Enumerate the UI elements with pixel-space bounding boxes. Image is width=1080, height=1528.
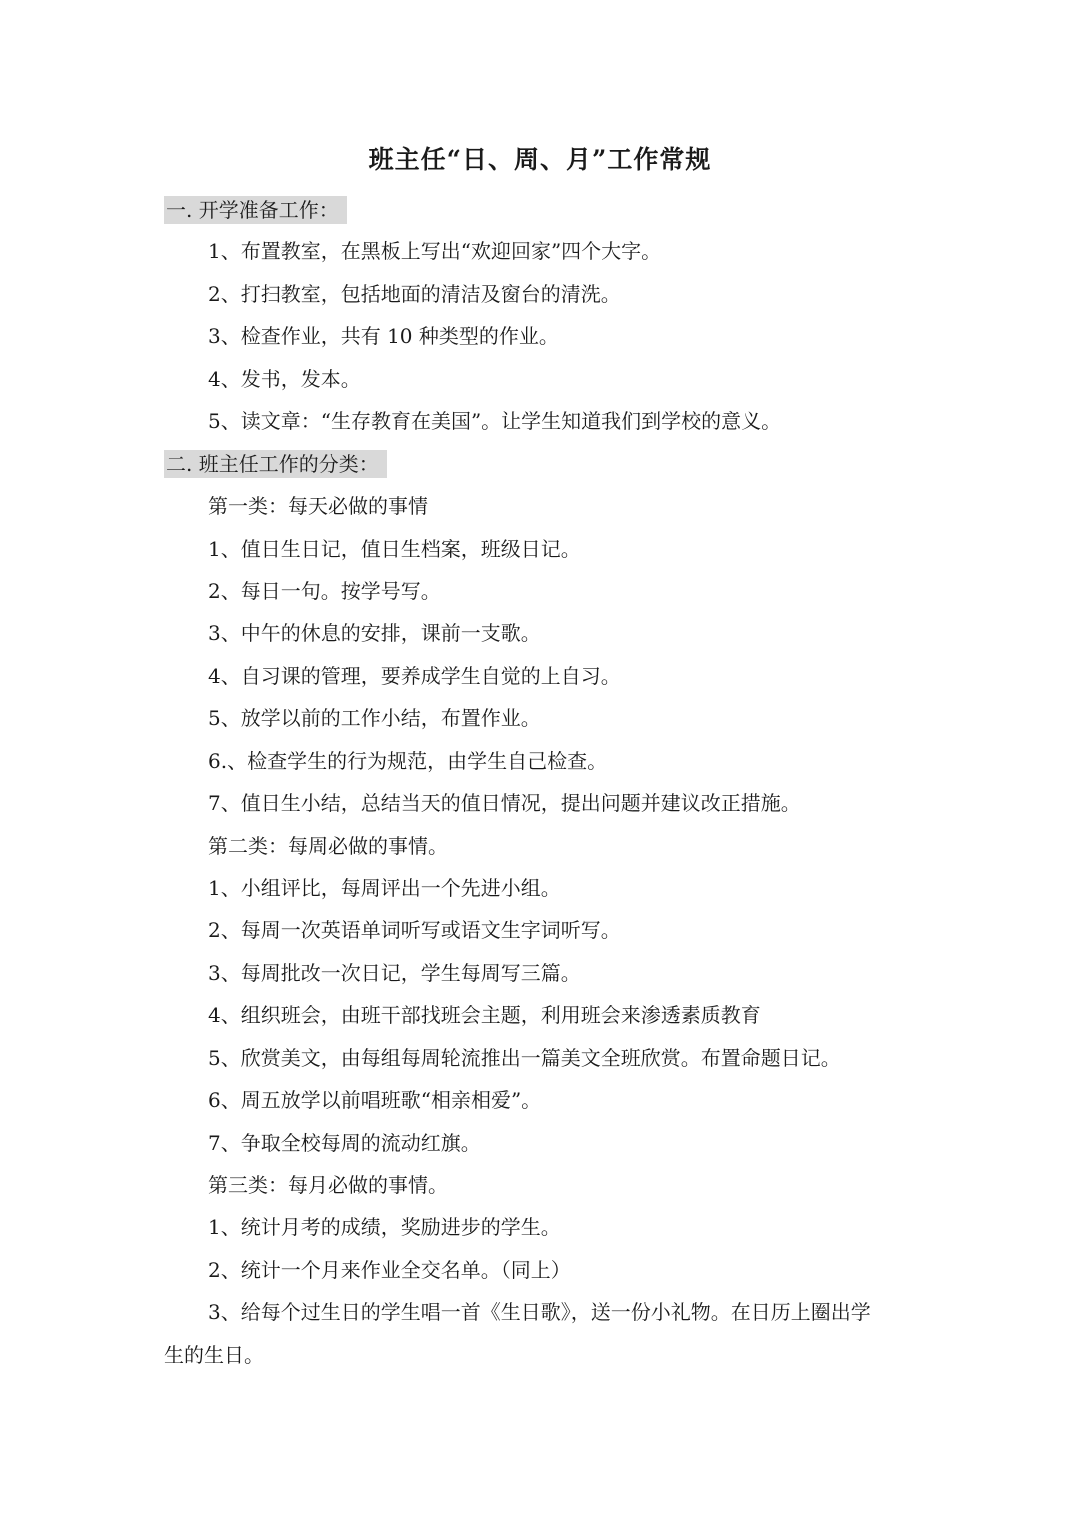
list-item: 6、周五放学以前唱班歌“相亲相爱”。 — [208, 1088, 542, 1112]
list-item: 4、组织班会，由班干部找班会主题，利用班会来渗透素质教育 — [208, 1003, 761, 1027]
list-item: 2、每周一次英语单词听写或语文生字词听写。 — [208, 918, 621, 942]
list-item: 7、值日生小结，总结当天的值日情况，提出问题并建议改正措施。 — [208, 791, 801, 815]
list-item: 3、中午的休息的安排，课前一支歌。 — [208, 621, 541, 645]
category-label-weekly: 第二类：每周必做的事情。 — [208, 834, 448, 858]
list-item: 4、发书，发本。 — [208, 367, 361, 391]
list-item: 1、值日生日记，值日生档案，班级日记。 — [208, 537, 581, 561]
section-heading-classification: 二. 班主任工作的分类： — [164, 450, 387, 478]
page-title: 班主任“日、周、月”工作常规 — [368, 145, 712, 174]
list-item: 5、读文章：“生存教育在美国”。让学生知道我们到学校的意义。 — [208, 409, 782, 433]
list-item: 3、检查作业，共有 10 种类型的作业。 — [208, 324, 559, 348]
list-item: 5、欣赏美文，由每组每周轮流推出一篇美文全班欣赏。布置命题日记。 — [208, 1046, 841, 1070]
list-item: 2、每日一句。按学号写。 — [208, 579, 441, 603]
list-item: 1、统计月考的成绩，奖励进步的学生。 — [208, 1215, 561, 1239]
list-item: 7、争取全校每周的流动红旗。 — [208, 1131, 481, 1155]
list-item: 3、给每个过生日的学生唱一首《生日歌》，送一份小礼物。在日历上圈出学 — [208, 1300, 871, 1324]
section-heading-preparation: 一. 开学准备工作： — [164, 196, 347, 224]
list-item-continuation: 生的生日。 — [164, 1343, 264, 1367]
list-item: 1、小组评比，每周评出一个先进小组。 — [208, 876, 561, 900]
list-item: 2、打扫教室，包括地面的清洁及窗台的清洗。 — [208, 282, 621, 306]
category-label-daily: 第一类：每天必做的事情 — [208, 494, 428, 518]
list-item: 3、每周批改一次日记，学生每周写三篇。 — [208, 961, 581, 985]
category-label-monthly: 第三类：每月必做的事情。 — [208, 1173, 448, 1197]
list-item: 2、统计一个月来作业全交名单。（同上） — [208, 1258, 571, 1282]
list-item: 5、放学以前的工作小结，布置作业。 — [208, 706, 541, 730]
list-item: 4、自习课的管理，要养成学生自觉的上自习。 — [208, 664, 621, 688]
list-item: 1、布置教室，在黑板上写出“欢迎回家”四个大字。 — [208, 239, 662, 263]
list-item: 6.、检查学生的行为规范，由学生自己检查。 — [208, 749, 608, 773]
